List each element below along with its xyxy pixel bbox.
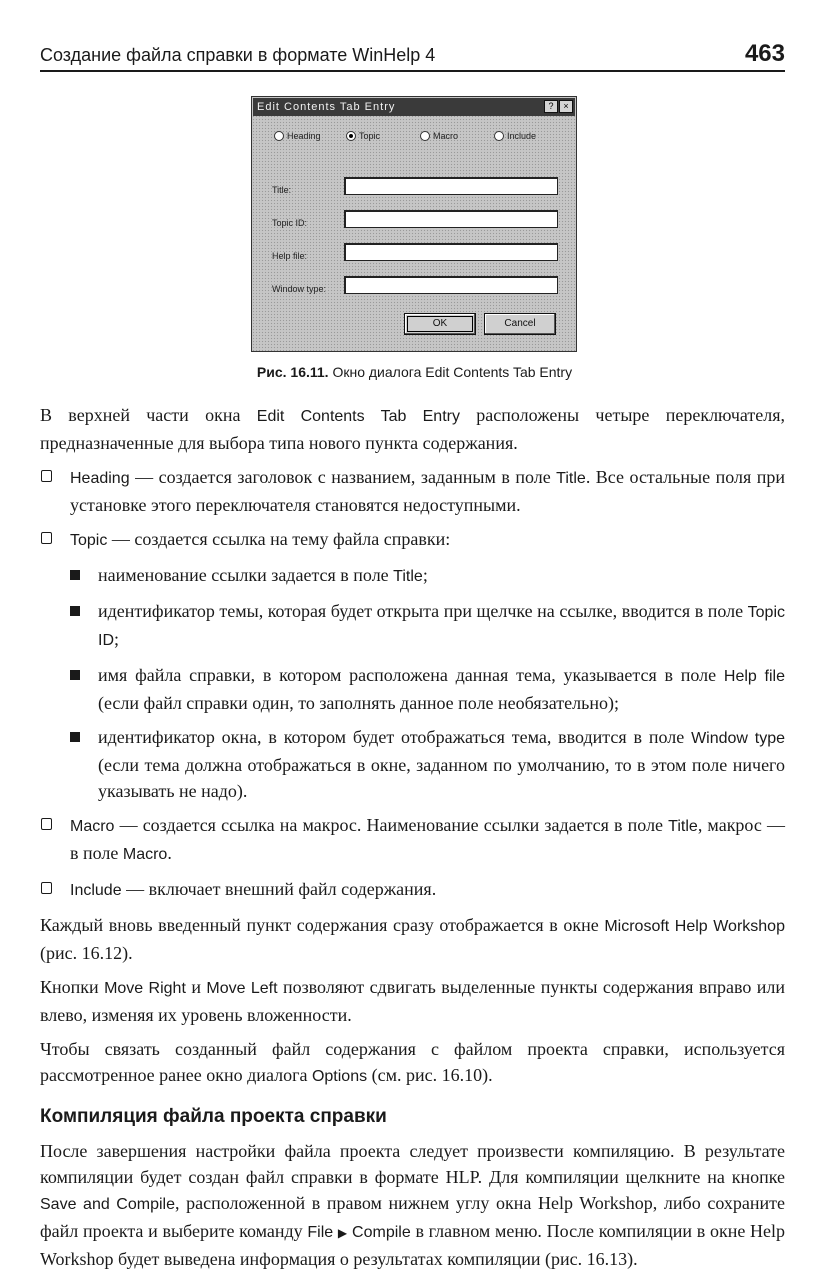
window-type-field[interactable] (344, 276, 558, 294)
sub-list-item (40, 662, 785, 716)
text-run: (см. рис. 16.10). (367, 1065, 493, 1085)
body-text (40, 402, 785, 1280)
text-run: , расположенной в правом нижнем углу окна Help Workshop, либо сохраните файл проекта и выберите команду (40, 1193, 785, 1241)
sub-list-item (40, 724, 785, 804)
window-type-label: Window type: (272, 284, 327, 294)
text-run: и (185, 977, 207, 997)
dialog-title: Edit Contents Tab Entry (257, 101, 396, 113)
text-run: После завершения настройки файла проекта следует произвести компиляцию. В результате компиляции будет создан файл справки в формате HLP. Для компиляции щелкните на кнопке (40, 1141, 785, 1187)
radio-macro-dot[interactable] (420, 131, 430, 141)
ui-term: File (307, 1224, 334, 1241)
ui-term: Compile (352, 1224, 411, 1241)
text-run: идентификатор окна, в котором будет отображаться тема, вводится в поле (98, 727, 692, 747)
paragraph (40, 402, 785, 456)
title-field[interactable] (344, 177, 558, 195)
square-bullet-icon (70, 670, 80, 680)
running-header (40, 36, 785, 72)
ui-term: Save and Compile (40, 1196, 175, 1213)
topic-id-label: Topic ID: (272, 218, 308, 228)
help-icon[interactable]: ? (544, 100, 558, 113)
text-run: Каждый вновь введенный пункт содержания сразу отображается в окне (40, 915, 605, 935)
ui-term: Move Right (104, 980, 186, 997)
ui-term: Title (556, 470, 586, 487)
paragraph (40, 912, 785, 966)
square-bullet-icon (70, 732, 80, 742)
radio-topic-dot[interactable] (346, 131, 356, 141)
help-file-field[interactable] (344, 243, 558, 261)
text-run: (если файл справки один, то заполнять данное поле необязательно); (98, 693, 619, 713)
text-run: ; (422, 565, 428, 585)
text-run: позволяют сдвигать выделенные пункты содержания вправо или влево, изменяя их уровень вложенности. (40, 977, 786, 1025)
text-run: наименование ссылки задается в поле (98, 565, 394, 585)
ui-term: Move Left (206, 980, 278, 997)
figure-caption-text: Окно диалога Edit Contents Tab Entry (332, 364, 573, 380)
sub-list-item (40, 562, 785, 590)
ui-term: Edit Contents Tab Entry (256, 408, 460, 425)
text-run: Кнопки (40, 977, 105, 997)
checkbox-bullet-icon (41, 532, 52, 544)
sub-list-item (40, 598, 785, 654)
paragraph (40, 974, 785, 1028)
figure-caption (0, 364, 829, 380)
text-run: ; (114, 629, 120, 649)
radio-macro[interactable] (420, 131, 458, 141)
radio-include[interactable] (494, 131, 536, 141)
ui-term: Heading (70, 470, 130, 487)
ui-term: Macro (122, 846, 168, 863)
text-run: имя файла справки, в котором расположена данная тема, указывается в поле (98, 665, 724, 685)
list-item-macro (40, 812, 785, 868)
ui-term: Help file (723, 668, 785, 685)
radio-heading[interactable] (274, 131, 321, 141)
close-icon[interactable]: × (559, 100, 573, 113)
ui-term: Title (393, 568, 423, 585)
paragraph (40, 1138, 785, 1272)
checkbox-bullet-icon (41, 882, 52, 894)
ui-term: Options (311, 1068, 368, 1085)
section-heading: Компиляция файла проекта справки (40, 1106, 387, 1127)
square-bullet-icon (70, 606, 80, 616)
square-bullet-icon (70, 570, 80, 580)
radio-heading-label: Heading (287, 131, 321, 141)
checkbox-bullet-icon (41, 818, 52, 830)
text-run: , макрос — в поле (70, 815, 785, 863)
text-run: (если тема должна отображаться в окне, заданном по умолчанию, то в этом поле ничего указывать не надо). (98, 755, 785, 801)
list-item-topic (40, 526, 785, 554)
radio-include-label: Include (507, 131, 537, 141)
text-run: — создается ссылка на тему файла справки: (107, 529, 451, 549)
text-run: . (167, 843, 172, 863)
entry-type-radios (274, 131, 566, 147)
text-run: — создается заголовок с названием, заданным в поле (129, 467, 557, 487)
radio-heading-dot[interactable] (274, 131, 284, 141)
list-item-include (40, 876, 785, 904)
text-run: расположены четыре переключателя, предназначенные для выбора типа нового пункта содержания. (40, 405, 786, 453)
ui-term: Title (668, 818, 698, 835)
text-run: Чтобы связать созданный файл содержания с файлом проекта справки, используется рассмотренное ранее окно диалога (40, 1039, 785, 1085)
text-run: В верхней части окна (40, 405, 257, 425)
menu-arrow-icon: ▶ (337, 1226, 348, 1240)
text-run: — включает внешний файл содержания. (121, 879, 437, 899)
ui-term: Macro (70, 818, 115, 835)
ui-term: Topic (70, 532, 108, 549)
page-number: 463 (744, 40, 785, 67)
figure-number: Рис. 16.11. (256, 364, 329, 380)
topic-id-field[interactable] (344, 210, 558, 228)
text-run: идентификатор темы, которая будет открыта при щелчке на ссылке, вводится в поле (98, 601, 748, 621)
text-run: в главном меню. После компиляции в окне Help Workshop будет выведена информация о результатах компиляции (рис. 16.13). (40, 1221, 786, 1269)
checkbox-bullet-icon (41, 470, 52, 482)
ui-term: Microsoft Help Workshop (604, 918, 785, 935)
paragraph (40, 1036, 785, 1090)
dialog-titlebar (253, 98, 575, 116)
running-header-title: Создание файла справки в формате WinHelp 4 (40, 45, 436, 65)
radio-include-dot[interactable] (494, 131, 504, 141)
text-run: (рис. 16.12). (40, 943, 133, 963)
ok-button[interactable]: OK (404, 313, 476, 335)
radio-topic-label: Topic (359, 131, 381, 141)
radio-topic[interactable] (346, 131, 380, 141)
text-run: . Все остальные поля при установке этого переключателя становятся недоступными. (70, 467, 785, 515)
title-label: Title: (272, 185, 292, 195)
list-item-heading (40, 464, 785, 518)
radio-macro-label: Macro (433, 131, 459, 141)
dialog-screenshot (251, 96, 577, 352)
help-file-label: Help file: (272, 251, 308, 261)
cancel-button[interactable]: Cancel (484, 313, 556, 335)
ui-term: Include (70, 882, 122, 899)
ui-term: Topic ID (98, 604, 785, 649)
ui-term: Window type (691, 730, 785, 747)
text-run: — создается ссылка на макрос. Наименование ссылки задается в поле (114, 815, 669, 835)
